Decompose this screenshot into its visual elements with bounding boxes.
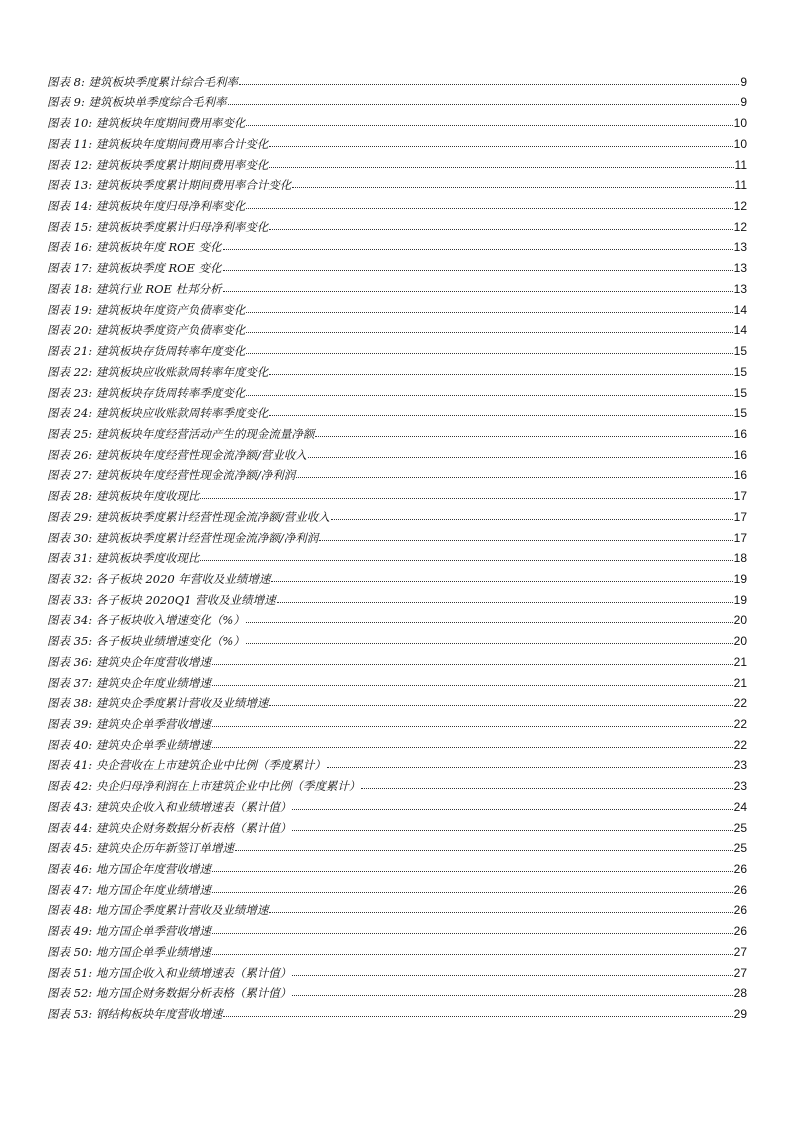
toc-entry[interactable] xyxy=(47,462,747,483)
dot-leader xyxy=(292,974,732,976)
toc-entry[interactable] xyxy=(47,752,747,773)
toc-entry-page-number: 10 xyxy=(733,116,747,131)
toc-entry-title: 图表 42: 央企归母净利润在上市建筑企业中比例（季度累计） xyxy=(47,779,361,794)
toc-entry-title: 图表 20: 建筑板块季度资产负债率变化 xyxy=(47,323,246,338)
toc-entry[interactable] xyxy=(47,420,747,441)
dot-leader xyxy=(223,1015,732,1017)
toc-entry-title: 图表 41: 央企营收在上市建筑企业中比例（季度累计） xyxy=(47,758,326,773)
dot-leader xyxy=(292,808,732,810)
toc-entry-page-number: 20 xyxy=(733,613,747,628)
toc-entry-title: 图表 50: 地方国企单季业绩增速 xyxy=(47,944,211,959)
toc-entry-page-number: 20 xyxy=(733,634,747,649)
toc-entry-page-number: 17 xyxy=(733,489,747,504)
toc-entry[interactable] xyxy=(47,358,747,379)
dot-leader xyxy=(239,83,739,85)
dot-leader xyxy=(223,290,733,292)
dot-leader xyxy=(200,559,732,561)
dot-leader xyxy=(361,787,732,789)
toc-entry[interactable] xyxy=(47,627,747,648)
toc-entry[interactable] xyxy=(47,835,747,856)
toc-entry-page-number: 13 xyxy=(733,281,747,296)
toc-entry-title: 图表 8: 建筑板块季度累计综合毛利率 xyxy=(47,74,239,89)
dot-leader xyxy=(246,394,732,396)
dot-leader xyxy=(246,124,732,126)
dot-leader xyxy=(212,891,733,893)
toc-entry-page-number: 16 xyxy=(733,468,747,483)
toc-entry-page-number: 27 xyxy=(733,944,747,959)
toc-entry[interactable] xyxy=(47,897,747,918)
toc-entry[interactable] xyxy=(47,980,747,1001)
toc-entry-page-number: 17 xyxy=(733,530,747,545)
toc-entry-page-number: 26 xyxy=(733,882,747,897)
toc-entry-title: 图表 52: 地方国企财务数据分析表格（累计值） xyxy=(47,986,292,1001)
dot-leader xyxy=(212,932,733,934)
toc-entry-page-number: 29 xyxy=(733,1007,747,1022)
dot-leader xyxy=(235,849,733,851)
toc-entry-page-number: 16 xyxy=(733,447,747,462)
dot-leader xyxy=(212,663,733,665)
toc-entry[interactable] xyxy=(47,172,747,193)
toc-entry[interactable] xyxy=(47,1000,747,1021)
toc-entry[interactable] xyxy=(47,690,747,711)
toc-entry[interactable] xyxy=(47,192,747,213)
toc-entry-title: 图表 25: 建筑板块年度经营活动产生的现金流量净额 xyxy=(47,426,315,441)
toc-entry[interactable] xyxy=(47,648,747,669)
toc-entry[interactable] xyxy=(47,938,747,959)
toc-entry-page-number: 22 xyxy=(733,737,747,752)
toc-entry-title: 图表 34: 各子板块收入增速变化（%） xyxy=(47,613,245,628)
toc-entry-title: 图表 51: 地方国企收入和业绩增速表（累计值） xyxy=(47,965,292,980)
toc-entry[interactable] xyxy=(47,586,747,607)
toc-entry-page-number: 14 xyxy=(733,323,747,338)
toc-entry-page-number: 11 xyxy=(734,157,747,172)
dot-leader xyxy=(308,456,733,458)
dot-leader xyxy=(212,953,733,955)
dot-leader xyxy=(246,621,733,623)
toc-entry[interactable] xyxy=(47,669,747,690)
toc-entry-page-number: 12 xyxy=(733,199,747,214)
toc-entry[interactable] xyxy=(47,855,747,876)
toc-entry-page-number: 17 xyxy=(733,509,747,524)
dot-leader xyxy=(212,725,733,727)
toc-entry[interactable] xyxy=(47,731,747,752)
toc-entry-title: 图表 23: 建筑板块存货周转率季度变化 xyxy=(47,385,246,400)
toc-entry-page-number: 21 xyxy=(733,654,747,669)
dot-leader xyxy=(246,331,732,333)
dot-leader xyxy=(292,186,733,188)
dot-leader xyxy=(271,580,732,582)
toc-entry-page-number: 14 xyxy=(733,302,747,317)
toc-entry-title: 图表 27: 建筑板块年度经营性现金流净额/净利润 xyxy=(47,468,296,483)
dot-leader xyxy=(269,228,732,230)
toc-entry[interactable] xyxy=(47,296,747,317)
toc-entry-page-number: 25 xyxy=(733,841,747,856)
toc-entry-page-number: 23 xyxy=(733,779,747,794)
dot-leader xyxy=(212,746,733,748)
dot-leader xyxy=(223,248,733,250)
toc-entry-page-number: 16 xyxy=(733,426,747,441)
toc-entry-page-number: 9 xyxy=(740,74,747,89)
toc-entry-title: 图表 31: 建筑板块季度收现比 xyxy=(47,551,200,566)
toc-entry-page-number: 15 xyxy=(733,385,747,400)
toc-entry-page-number: 27 xyxy=(733,965,747,980)
figure-table-of-contents xyxy=(47,68,747,1021)
toc-entry-title: 图表 44: 建筑央企财务数据分析表格（累计值） xyxy=(47,820,292,835)
dot-leader xyxy=(269,166,733,168)
toc-entry[interactable] xyxy=(47,482,747,503)
toc-entry-title: 图表 10: 建筑板块年度期间费用率变化 xyxy=(47,116,246,131)
toc-entry-title: 图表 22: 建筑板块应收账款周转率年度变化 xyxy=(47,364,269,379)
dot-leader xyxy=(246,352,732,354)
toc-entry[interactable] xyxy=(47,151,747,172)
toc-entry-title: 图表 43: 建筑央企收入和业绩增速表（累计值） xyxy=(47,799,292,814)
dot-leader xyxy=(246,311,732,313)
toc-entry-title: 图表 18: 建筑行业 ROE 杜邦分析 xyxy=(47,281,222,296)
toc-entry-page-number: 15 xyxy=(733,344,747,359)
toc-entry[interactable] xyxy=(47,876,747,897)
dot-leader xyxy=(269,414,732,416)
toc-entry-title: 图表 19: 建筑板块年度资产负债率变化 xyxy=(47,302,246,317)
toc-entry[interactable] xyxy=(47,89,747,110)
toc-entry-title: 图表 48: 地方国企季度累计营收及业绩增速 xyxy=(47,903,269,918)
toc-entry[interactable] xyxy=(47,917,747,938)
toc-entry-page-number: 15 xyxy=(733,406,747,421)
toc-entry-title: 图表 29: 建筑板块季度累计经营性现金流净额/营业收入 xyxy=(47,509,330,524)
toc-entry[interactable] xyxy=(47,565,747,586)
toc-entry-title: 图表 37: 建筑央企年度业绩增速 xyxy=(47,675,211,690)
toc-entry[interactable] xyxy=(47,213,747,234)
toc-entry[interactable] xyxy=(47,254,747,275)
dot-leader xyxy=(319,539,732,541)
toc-entry[interactable] xyxy=(47,503,747,524)
dot-leader xyxy=(212,684,733,686)
toc-entry[interactable] xyxy=(47,814,747,835)
toc-entry-title: 图表 39: 建筑央企单季营收增速 xyxy=(47,717,211,731)
toc-entry-title: 图表 14: 建筑板块年度归母净利率变化 xyxy=(47,199,246,214)
toc-entry[interactable] xyxy=(47,337,747,358)
toc-entry-title: 图表 32: 各子板块 2020 年营收及业绩增速 xyxy=(47,571,271,586)
dot-leader xyxy=(269,145,732,147)
toc-entry-title: 图表 33: 各子板块 2020Q1 营收及业绩增速 xyxy=(47,592,276,607)
toc-entry-page-number: 13 xyxy=(733,261,747,276)
toc-entry[interactable] xyxy=(47,234,747,255)
toc-entry[interactable] xyxy=(47,607,747,628)
toc-entry-title: 图表 24: 建筑板块应收账款周转率季度变化 xyxy=(47,406,269,421)
toc-entry[interactable] xyxy=(47,545,747,566)
toc-entry-page-number: 19 xyxy=(733,571,747,586)
toc-entry-title: 图表 35: 各子板块业绩增速变化（%） xyxy=(47,634,245,649)
toc-entry-page-number: 10 xyxy=(733,136,747,151)
toc-entry-title: 图表 45: 建筑央企历年新签订单增速 xyxy=(47,841,234,856)
toc-entry-page-number: 25 xyxy=(733,820,747,835)
toc-entry-title: 图表 16: 建筑板块年度 ROE 变化 xyxy=(47,240,222,255)
toc-entry-page-number: 24 xyxy=(733,799,747,814)
dot-leader xyxy=(296,476,732,478)
dot-leader xyxy=(200,497,732,499)
toc-entry[interactable] xyxy=(47,130,747,151)
toc-entry-page-number: 26 xyxy=(733,924,747,939)
toc-entry[interactable] xyxy=(47,68,747,89)
dot-leader xyxy=(327,766,733,768)
toc-entry[interactable] xyxy=(47,109,747,130)
toc-entry-title: 图表 38: 建筑央企季度累计营收及业绩增速 xyxy=(47,696,269,711)
dot-leader xyxy=(277,601,733,603)
toc-entry-page-number: 22 xyxy=(733,696,747,711)
toc-entry[interactable] xyxy=(47,379,747,400)
toc-entry[interactable] xyxy=(47,275,747,296)
toc-entry-page-number: 19 xyxy=(733,592,747,607)
toc-entry-title: 图表 21: 建筑板块存货周转率年度变化 xyxy=(47,344,246,359)
toc-entry-title: 图表 13: 建筑板块季度累计期间费用率合计变化 xyxy=(47,178,292,193)
dot-leader xyxy=(269,704,732,706)
toc-entry-title: 图表 36: 建筑央企年度营收增速 xyxy=(47,654,211,669)
dot-leader xyxy=(212,870,733,872)
toc-entry-title: 图表 30: 建筑板块季度累计经营性现金流净额/净利润 xyxy=(47,530,319,545)
toc-entry-title: 图表 26: 建筑板块年度经营性现金流净额/营业收入 xyxy=(47,447,307,462)
dot-leader xyxy=(331,518,733,520)
toc-entry-title: 图表 46: 地方国企年度营收增速 xyxy=(47,862,211,877)
dot-leader xyxy=(269,911,732,913)
toc-entry-title: 图表 49: 地方国企单季营收增速 xyxy=(47,924,211,939)
toc-entry-title: 图表 11: 建筑板块年度期间费用率合计变化 xyxy=(47,136,269,151)
toc-entry-page-number: 21 xyxy=(733,675,747,690)
toc-entry-page-number: 22 xyxy=(733,717,747,731)
dot-leader xyxy=(292,829,732,831)
toc-entry-title: 图表 15: 建筑板块季度累计归母净利率变化 xyxy=(47,219,269,234)
toc-entry[interactable] xyxy=(47,441,747,462)
toc-entry-page-number: 18 xyxy=(733,551,747,566)
toc-entry-page-number: 26 xyxy=(733,903,747,918)
toc-entry-page-number: 12 xyxy=(733,219,747,234)
toc-entry[interactable] xyxy=(47,524,747,545)
toc-entry[interactable] xyxy=(47,400,747,421)
dot-leader xyxy=(228,103,740,105)
toc-entry[interactable] xyxy=(47,317,747,338)
toc-entry[interactable] xyxy=(47,959,747,980)
toc-entry-page-number: 9 xyxy=(740,95,747,110)
toc-entry[interactable] xyxy=(47,772,747,793)
toc-entry-title: 图表 47: 地方国企年度业绩增速 xyxy=(47,882,211,897)
toc-entry[interactable] xyxy=(47,710,747,731)
toc-entry[interactable] xyxy=(47,793,747,814)
dot-leader xyxy=(223,269,733,271)
toc-entry-page-number: 13 xyxy=(733,240,747,255)
toc-entry-page-number: 15 xyxy=(733,364,747,379)
dot-leader xyxy=(292,994,732,996)
toc-entry-title: 图表 9: 建筑板块单季度综合毛利率 xyxy=(47,95,227,110)
toc-entry-page-number: 11 xyxy=(734,178,747,193)
dot-leader xyxy=(246,642,733,644)
toc-entry-title: 图表 28: 建筑板块年度收现比 xyxy=(47,489,200,504)
toc-entry-title: 图表 40: 建筑央企单季业绩增速 xyxy=(47,737,211,752)
toc-entry-page-number: 26 xyxy=(733,862,747,877)
dot-leader xyxy=(315,435,732,437)
toc-entry-title: 图表 53: 钢结构板块年度营收增速 xyxy=(47,1007,223,1022)
toc-entry-title: 图表 17: 建筑板块季度 ROE 变化 xyxy=(47,261,222,276)
toc-entry-page-number: 28 xyxy=(733,986,747,1001)
toc-entry-page-number: 23 xyxy=(733,758,747,773)
dot-leader xyxy=(246,207,732,209)
toc-entry-title: 图表 12: 建筑板块季度累计期间费用率变化 xyxy=(47,157,269,172)
dot-leader xyxy=(269,373,732,375)
